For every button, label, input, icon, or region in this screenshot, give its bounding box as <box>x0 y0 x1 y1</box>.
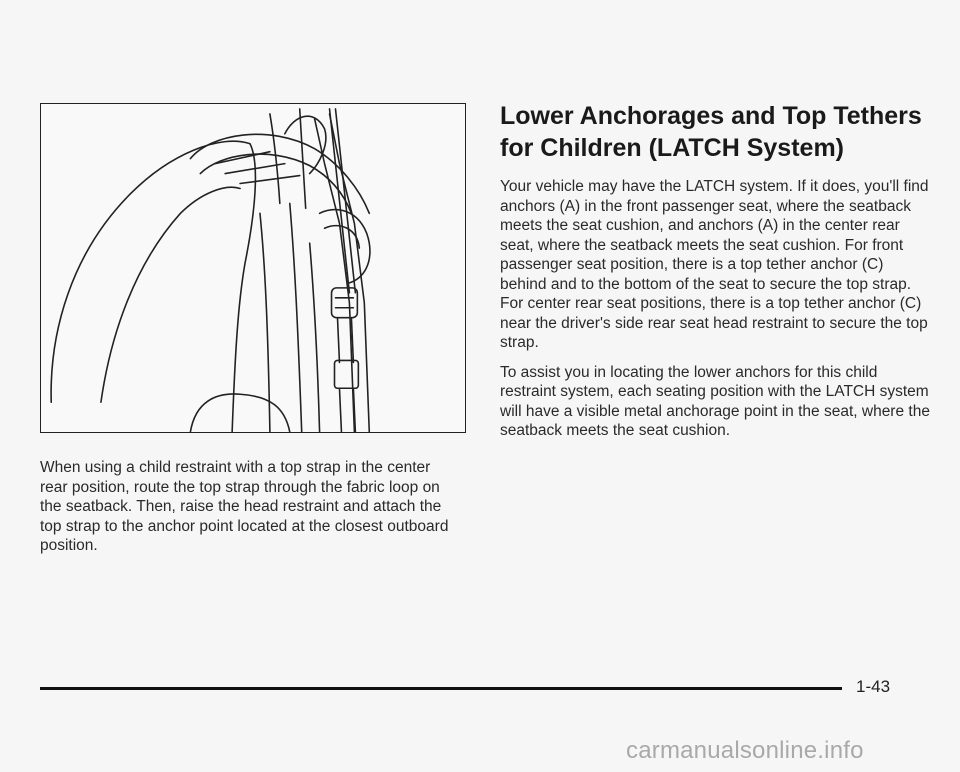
section-paragraph-1: Your vehicle may have the LATCH system. If it does, you'll find anchors (A) in the front passenger seat, where the seatback meets the seat cushion, and anchors (A) in the center rear seat, where the seatback meets the seat cushion. For front passenger seat position, there is a top tether anchor (C) behind and to the bottom of the seat to secure the top strap. For center rear seat positions, there is a top tether anchor (C) near the driver's side rear seat head restraint to secure the top strap. <box>500 178 929 351</box>
seat-illustration <box>40 103 466 433</box>
page-number: 1-43 <box>856 677 891 696</box>
section-paragraph-2: To assist you in locating the lower anchors for this child restraint system, each seating position with the LATCH system will have a visible metal anchorage point in the seat, where the seatback meets the seat cushion. <box>500 363 930 439</box>
watermark-link[interactable]: carmanualsonline.info <box>626 737 864 764</box>
figure-caption: When using a child restraint with a top strap in the center rear position, route the top strap through the fabric loop on the seatback. Then, raise the head restraint and attach the top strap to the anchor point located at the closest outboard position. <box>40 459 449 554</box>
child-seat-top-strap-icon <box>41 104 465 432</box>
footer-rule <box>40 687 842 690</box>
latch-section <box>500 100 930 451</box>
section-heading: Lower Anchorages and Top Tethers for Children (LATCH System) <box>500 102 922 162</box>
